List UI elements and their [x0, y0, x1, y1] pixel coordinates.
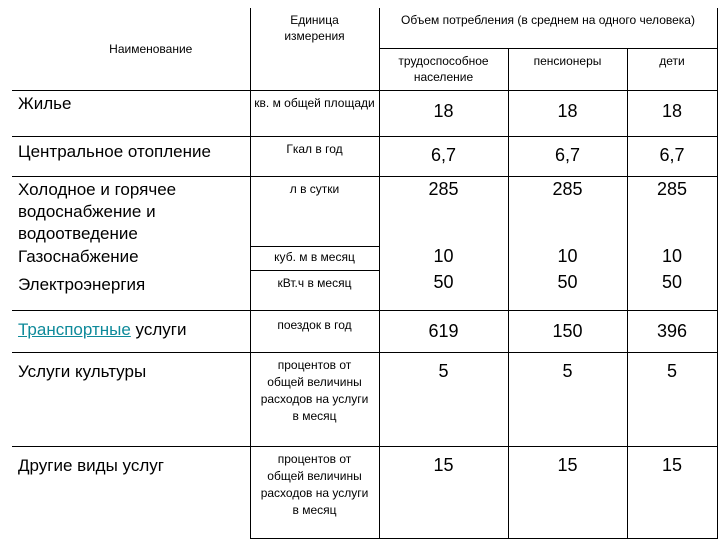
- row-heating-children: 6,7: [627, 136, 717, 176]
- header-unit: Единица измерения: [250, 8, 379, 90]
- row-transport-working: 619: [379, 310, 508, 352]
- header-consumption: Объем потребления (в среднем на одного человека): [379, 8, 717, 48]
- row-culture-name: Услуги культуры: [12, 352, 250, 446]
- row-water-pensioners: 285: [508, 176, 627, 246]
- row-gas-name: Газоснабжение: [18, 247, 139, 266]
- header-group-working: трудоспособное население: [379, 48, 508, 90]
- row-electricity-children: 50: [627, 270, 717, 310]
- row-other-name: Другие виды услуг: [12, 446, 250, 538]
- row-housing-working: 18: [379, 90, 508, 136]
- row-heating-name: Центральное отопление: [12, 136, 250, 176]
- row-electricity-unit: кВт.ч в месяц: [250, 270, 379, 310]
- row-heating-pensioners: 6,7: [508, 136, 627, 176]
- row-electricity-name: Электроэнергия: [18, 275, 146, 294]
- row-electricity-pensioners: 50: [508, 270, 627, 310]
- header-group-children: дети: [627, 48, 717, 90]
- header-name: Наименование: [12, 8, 250, 90]
- row-housing-children: 18: [627, 90, 717, 136]
- row-housing-name: Жилье: [12, 90, 250, 136]
- row-water-unit: л в сутки: [250, 176, 379, 246]
- row-culture-children: 5: [627, 352, 717, 446]
- row-gas-working: 10: [379, 246, 508, 270]
- row-other-unit: процентов от общей величины расходов на услуги в месяц: [250, 446, 379, 538]
- row-other-working: 15: [379, 446, 508, 538]
- row-gas-children: 10: [627, 246, 717, 270]
- row-culture-pensioners: 5: [508, 352, 627, 446]
- row-other-children: 15: [627, 446, 717, 538]
- row-housing-pensioners: 18: [508, 90, 627, 136]
- row-housing-unit: кв. м общей площади: [250, 90, 379, 136]
- row-culture-unit: процентов от общей величины расходов на услуги в месяц: [250, 352, 379, 446]
- row-water-working: 285: [379, 176, 508, 246]
- row-heating-working: 6,7: [379, 136, 508, 176]
- row-electricity-working: 50: [379, 270, 508, 310]
- row-transport-unit: поездок в год: [250, 310, 379, 352]
- header-group-pensioners: пенсионеры: [508, 48, 627, 90]
- row-gas-unit: куб. м в месяц: [250, 246, 379, 270]
- consumption-table: [12, 8, 718, 539]
- row-culture-working: 5: [379, 352, 508, 446]
- row-transport-name: [12, 310, 250, 352]
- row-water-name: Холодное и горячее водоснабжение и водоотведение: [12, 176, 250, 246]
- transport-name-rest: услуги: [130, 319, 187, 339]
- row-gas-pensioners: 10: [508, 246, 627, 270]
- row-transport-pensioners: 150: [508, 310, 627, 352]
- row-other-pensioners: 15: [508, 446, 627, 538]
- row-heating-unit: Гкал в год: [250, 136, 379, 176]
- transport-link[interactable]: Транспортные: [18, 319, 131, 339]
- row-transport-children: 396: [627, 310, 717, 352]
- row-water-children: 285: [627, 176, 717, 246]
